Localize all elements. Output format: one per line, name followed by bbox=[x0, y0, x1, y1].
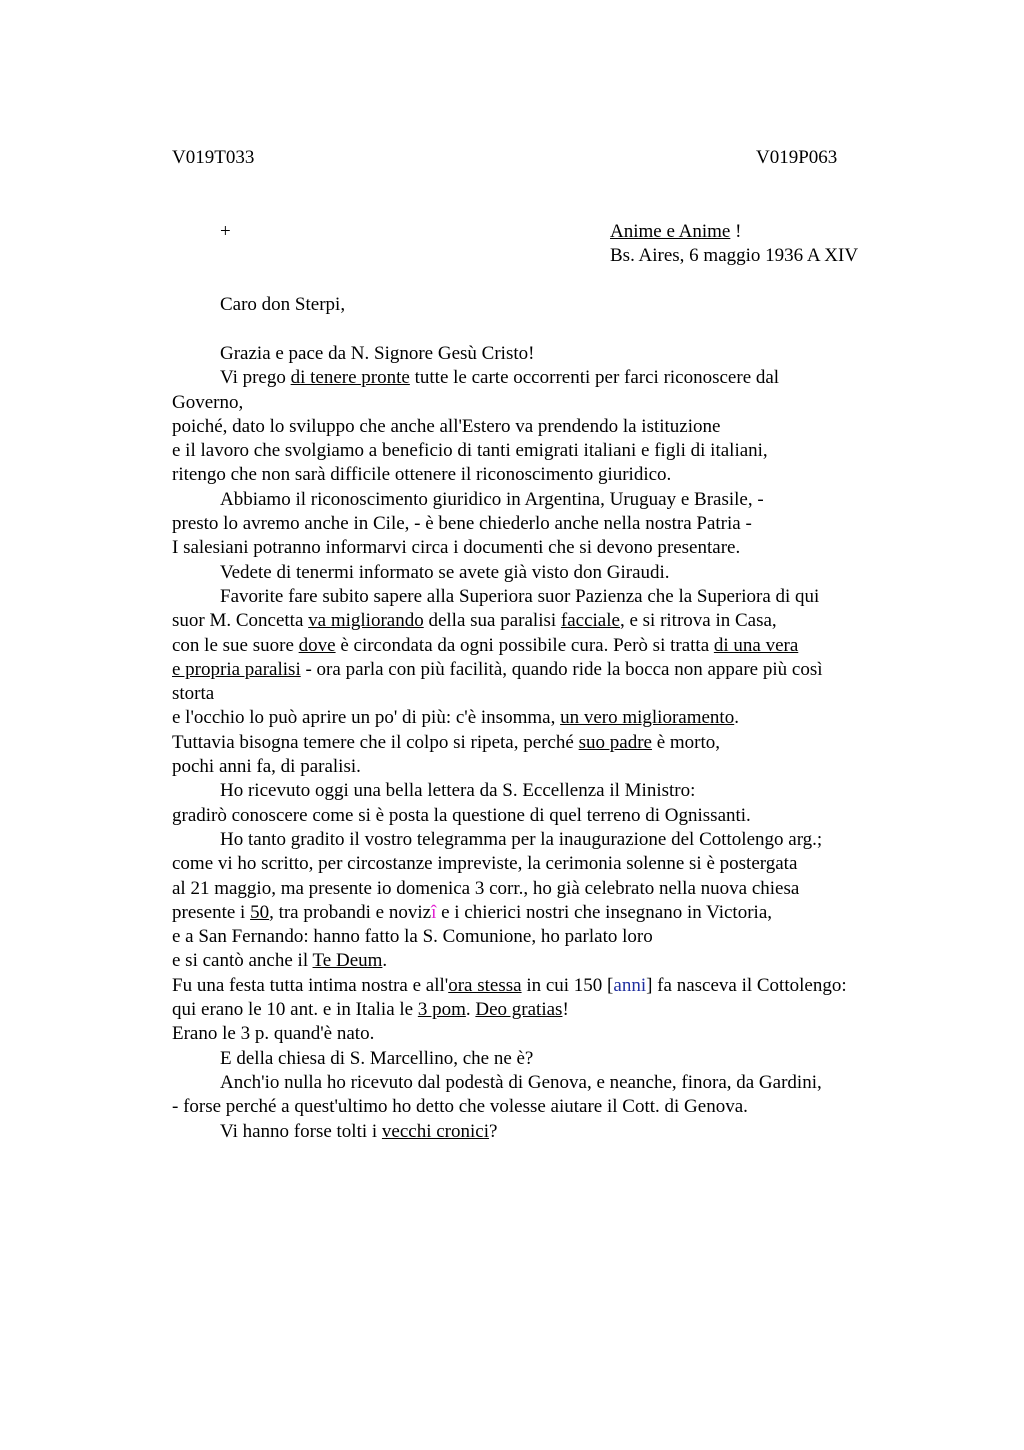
paragraph-line: storta bbox=[172, 683, 215, 705]
paragraph-line: Erano le 3 p. quand'è nato. bbox=[172, 1023, 375, 1045]
underlined-text: e propria paralisi bbox=[172, 658, 301, 680]
text-span: ] fa nasceva il Cottolengo: bbox=[646, 974, 847, 996]
paragraph-line bbox=[172, 974, 932, 998]
text-span: , e si ritrova in Casa, bbox=[619, 610, 777, 632]
text-span: Vi prego bbox=[220, 367, 291, 389]
text-span: della sua paralisi bbox=[423, 610, 561, 632]
paragraph-line bbox=[172, 901, 932, 925]
text-span: è morto, bbox=[651, 731, 721, 753]
text-span: Fu una festa tutta intima nostra e all' bbox=[172, 974, 449, 996]
text-span: Tuttavia bisogna temere che il colpo si ripeta, perché bbox=[172, 731, 579, 753]
paragraph-line: al 21 maggio, ma presente io domenica 3 corr., ho già celebrato nella nuova chiesa bbox=[172, 877, 800, 899]
text-span: suor M. Concetta bbox=[172, 610, 309, 632]
underlined-text: ora stessa bbox=[448, 974, 522, 996]
underlined-text: Te Deum bbox=[312, 950, 383, 972]
underlined-text: va migliorando bbox=[308, 610, 424, 632]
letter-title-suffix: ! bbox=[730, 221, 742, 242]
text-span: . bbox=[382, 950, 388, 972]
text-span: tutte le carte occorrenti per farci riconoscere dal bbox=[409, 367, 780, 389]
paragraph-line bbox=[172, 366, 932, 390]
editorial-insertion: anni bbox=[613, 974, 647, 996]
underlined-text: dove bbox=[298, 634, 336, 656]
paragraph-line: e a San Fernando: hanno fatto la S. Comunione, ho parlato loro bbox=[172, 926, 653, 948]
paragraph-line: poiché, dato lo sviluppo che anche all'Estero va prendendo la istituzione bbox=[172, 415, 721, 437]
paragraph-line bbox=[172, 609, 932, 633]
text-span: . bbox=[734, 707, 739, 729]
text-span: in cui 150 [ bbox=[521, 974, 614, 996]
underlined-text: 50 bbox=[250, 901, 270, 923]
paragraph-line: pochi anni fa, di paralisi. bbox=[172, 756, 361, 778]
underlined-text: di una vera bbox=[713, 634, 799, 656]
underlined-text: facciale bbox=[560, 610, 620, 632]
text-span: è circondata da ogni possibile cura. Però si tratta bbox=[335, 634, 714, 656]
place-date: Bs. Aires, 6 maggio 1936 A XIV bbox=[610, 245, 859, 266]
text-span: , tra probandi e noviz bbox=[269, 901, 432, 923]
paragraph-line bbox=[172, 1120, 932, 1144]
paragraph-line bbox=[172, 658, 932, 682]
paragraph-line: come vi ho scritto, per circostanze impreviste, la cerimonia solenne si è postergata bbox=[172, 853, 798, 875]
paragraph-line: - forse perché a quest'ultimo ho detto che volesse aiutare il Cott. di Genova. bbox=[172, 1096, 748, 1118]
paragraph-line: Favorite fare subito sapere alla Superiora suor Pazienza che la Superiora di qui bbox=[220, 585, 820, 607]
paragraph-line: gradirò conoscere come si è posta la questione di quel terreno di Ognissanti. bbox=[172, 804, 751, 826]
paragraph-line: ritengo che non sarà difficile ottenere il riconoscimento giuridico. bbox=[172, 464, 672, 486]
text-span: ? bbox=[489, 1120, 498, 1142]
text-span: Vi hanno forse tolti i bbox=[220, 1120, 382, 1142]
text-span: e si cantò anche il bbox=[172, 950, 313, 972]
paragraph-line: Governo, bbox=[172, 391, 244, 413]
underlined-text: un vero miglioramento bbox=[560, 707, 735, 729]
text-span: presente i bbox=[172, 901, 251, 923]
text-span: e i chierici nostri che insegnano in Victoria, bbox=[436, 901, 772, 923]
underlined-text: di tenere pronte bbox=[290, 367, 410, 389]
underlined-text: vecchi cronici bbox=[381, 1120, 490, 1142]
cross-symbol: + bbox=[220, 221, 231, 242]
paragraph-line bbox=[172, 731, 932, 755]
paragraph-line bbox=[172, 634, 932, 658]
underlined-text: 3 pom bbox=[417, 999, 466, 1021]
letter-body bbox=[172, 342, 932, 1144]
paragraph-line: presto lo avremo anche in Cile, - è bene chiederlo anche nella nostra Patria - bbox=[172, 513, 752, 535]
paragraph-line: Vedete di tenermi informato se avete già visto don Giraudi. bbox=[220, 561, 670, 583]
paragraph-line: Ho ricevuto oggi una bella lettera da S. Eccellenza il Ministro: bbox=[220, 780, 696, 802]
text-span: e l'occhio lo può aprire un po' di più: c'è insomma, bbox=[172, 707, 561, 729]
text-span: . bbox=[465, 999, 476, 1021]
letter-title-underlined: Anime e Anime bbox=[610, 221, 731, 242]
archive-code-left: V019T033 bbox=[172, 147, 255, 168]
text-span: - ora parla con più facilità, quando ride la bocca non appare più così bbox=[300, 658, 823, 680]
paragraph-line: Anch'io nulla ho ricevuto dal podestà di Genova, e neanche, finora, da Gardini, bbox=[220, 1071, 822, 1093]
paragraph-line: Ho tanto gradito il vostro telegramma per la inaugurazione del Cottolengo arg.; bbox=[220, 828, 823, 850]
greeting-line: Grazia e pace da N. Signore Gesù Cristo! bbox=[220, 343, 535, 364]
text-span: con le sue suore bbox=[172, 634, 299, 656]
paragraph-line: Abbiamo il riconoscimento giuridico in Argentina, Uruguay e Brasile, - bbox=[220, 488, 764, 510]
paragraph-line bbox=[172, 998, 932, 1022]
letter-title bbox=[610, 220, 741, 244]
archive-code-right: V019P063 bbox=[756, 147, 838, 168]
underlined-text: Deo gratias bbox=[475, 999, 563, 1021]
paragraph-line bbox=[172, 949, 932, 973]
underlined-text: suo padre bbox=[578, 731, 652, 753]
highlighted-character: î bbox=[431, 901, 437, 923]
paragraph-line bbox=[172, 706, 932, 730]
paragraph-line: E della chiesa di S. Marcellino, che ne è? bbox=[220, 1047, 534, 1069]
salutation: Caro don Sterpi, bbox=[220, 294, 346, 315]
paragraph-line: e il lavoro che svolgiamo a beneficio di tanti emigrati italiani e figli di italiani, bbox=[172, 440, 768, 462]
text-span: qui erano le 10 ant. e in Italia le bbox=[172, 999, 418, 1021]
text-span: ! bbox=[562, 999, 569, 1021]
paragraph-line: I salesiani potranno informarvi circa i documenti che si devono presentare. bbox=[172, 537, 741, 559]
